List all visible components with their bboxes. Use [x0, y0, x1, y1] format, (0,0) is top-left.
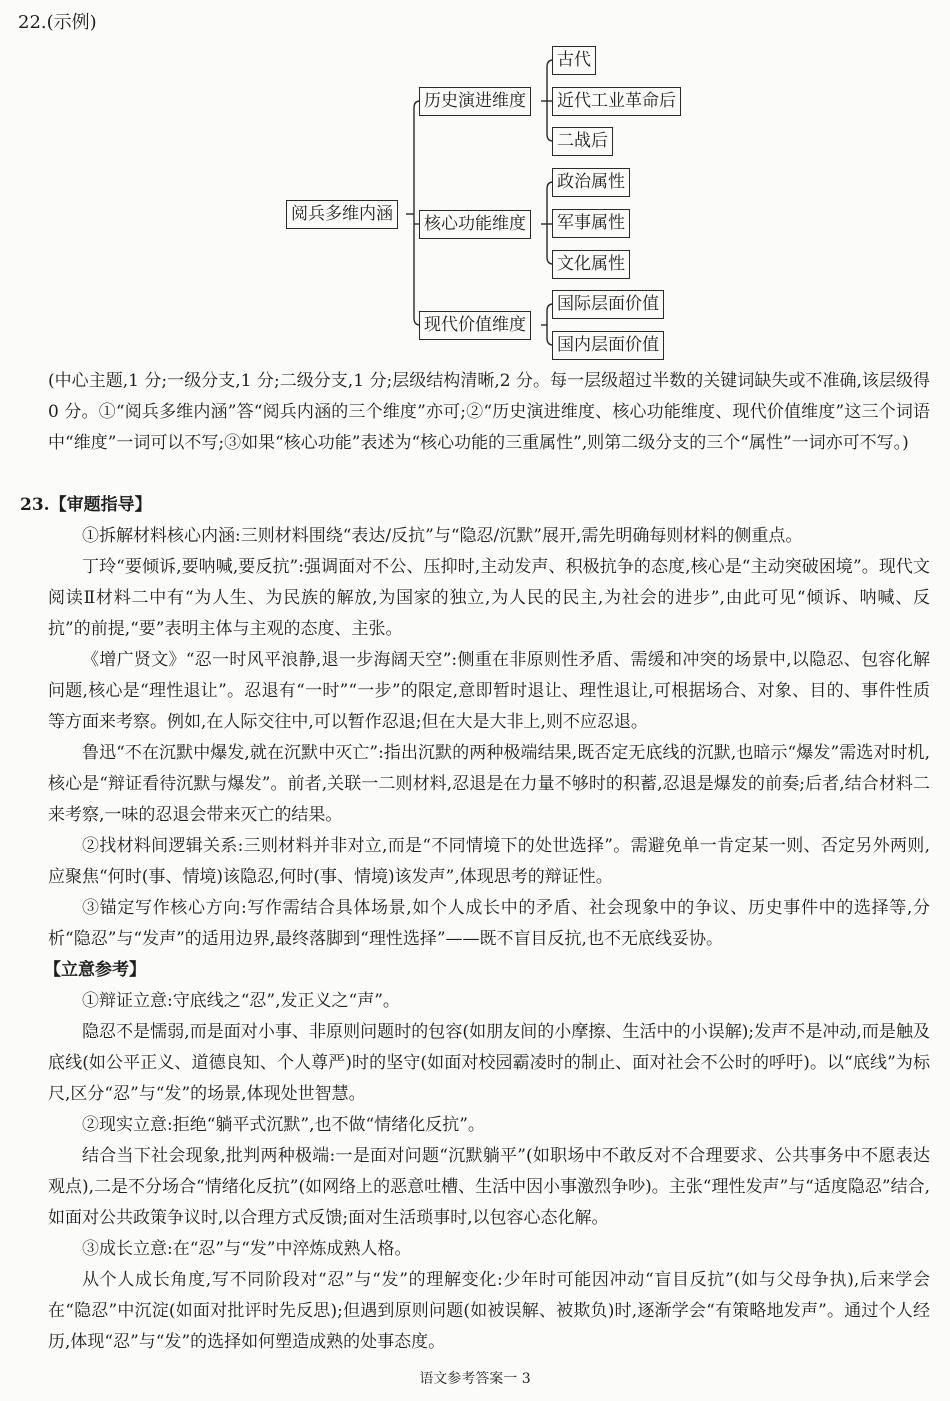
- heading-reference: 【立意参考】: [44, 960, 146, 980]
- question-23-header: [20, 490, 152, 521]
- branch-value: 现代价值维度: [419, 311, 531, 340]
- leaf-industrial: 近代工业革命后: [552, 87, 681, 116]
- leaf-international: 国际层面价值: [552, 290, 664, 319]
- paragraph-6: ③锚定写作核心方向:写作需结合具体场景,如个人成长中的矛盾、社会现象中的争议、历史事件中的选择等,分析“隐忍”与“发声”的适用边界,最终落脚到“理性选择”——既不盲目反抗,也不无底线妥协。: [48, 898, 930, 949]
- paragraph-3: 《增广贤文》“忍一时风平浪静,退一步海阔天空”:侧重在非原则性矛盾、需缓和冲突的场景中,以隐忍、包容化解问题,核心是“理性退让”。忍退有“一时”“一步”的限定,意即暂时退让、理性退让,可根据场合、对象、目的、事件性质等方面来考察。例如,在人际交往中,可以暂作忍退;但在大是大非上,则不应忍退。: [48, 650, 930, 732]
- leaf-political: 政治属性: [552, 168, 630, 197]
- paragraph-2: 丁玲“要倾诉,要呐喊,要反抗”:强调面对不公、压抑时,主动发声、积极抗争的态度,核心是“主动突破困境”。现代文阅读Ⅱ材料二中有“为人生、为民族的解放,为国家的独立,为人民的民主,为社会的进步”,由此可见“倾诉、呐喊、反抗”的前提,“要”表明主体与主观的态度、主张。: [48, 557, 930, 639]
- leaf-postwar: 二战后: [552, 127, 613, 156]
- leaf-domestic: 国内层面价值: [552, 331, 664, 360]
- q22-scoring-note: [48, 366, 930, 459]
- paragraph-8: 隐忍不是懦弱,而是面对小事、非原则问题时的包容(如朋友间的小摩擦、生活中的小误解);发声不是冲动,而是触及底线(如公平正义、道德良知、个人尊严)时的坚守(如面对校园霸凌时的制止、面对社会不公时的呼吁)。以“底线”为标尺,区分“忍”与“发”的场景,体现处世智慧。: [48, 1022, 930, 1104]
- leaf-cultural: 文化属性: [552, 250, 630, 279]
- scoring-note-text: (中心主题,1 分;一级分支,1 分;二级分支,1 分;层级结构清晰,2 分。每一层级超过半数的关键词缺失或不准确,该层级得 0 分。①“阅兵多维内涵”答“阅兵内涵的三个维度”亦可;②“历史演进维度、核心功能维度、现代价值维度”这三个词语中“维度”一词可以不写;③如果“核心功能”表述为“核心功能的三重属性”,则第二级分支的三个“属性”一词亦可不写。): [48, 371, 930, 453]
- paragraph-12: 从个人成长角度,写不同阶段对“忍”与“发”的理解变化:少年时可能因冲动“盲目反抗”(如与父母争执),后来学会在“隐忍”中沉淀(如面对批评时先反思);但遇到原则问题(如被误解、被欺负)时,逐渐学会“有策略地发声”。通过个人经历,体现“忍”与“发”的选择如何塑造成熟的处事态度。: [48, 1270, 930, 1352]
- leaf-ancient: 古代: [552, 46, 596, 75]
- paragraph-10: 结合当下社会现象,批判两种极端:一是面对问题“沉默躺平”(如职场中不敢反对不合理要求、公共事务中不愿表达观点),二是不分场合“情绪化反抗”(如网络上的恶意吐槽、生活中因小事激烈争吵)。主张“理性发声”与“适度隐忍”结合,如面对公共政策争议时,以合理方式反馈;面对生活琐事时,以包容心态化解。: [48, 1146, 930, 1228]
- question-23-label: 23.: [20, 495, 50, 515]
- paragraph-7: ①辩证立意:守底线之“忍”,发正义之“声”。: [82, 991, 400, 1011]
- paragraph-9: ②现实立意:拒绝“躺平式沉默”,也不做“情绪化反抗”。: [82, 1115, 485, 1135]
- paragraph-4: 鲁迅“不在沉默中爆发,就在沉默中灭亡”:指出沉默的两种极端结果,既否定无底线的沉默,也暗示“爆发”需选对时机,核心是“辩证看待沉默与爆发”。前者,关联一二则材料,忍退是在力量不够时的积蓄,忍退是爆发的前奏;后者,结合材料二来考察,一味的忍退会带来灭亡的结果。: [48, 743, 930, 825]
- heading-guidance: 【审题指导】: [49, 495, 152, 515]
- paragraph-11: ③成长立意:在“忍”与“发”中淬炼成熟人格。: [82, 1239, 412, 1259]
- paragraph-1: ①拆解材料核心内涵:三则材料围绕“表达/反抗”与“隐忍/沉默”展开,需先明确每则材料的侧重点。: [82, 526, 803, 546]
- leaf-military: 军事属性: [552, 209, 630, 238]
- paragraph-5: ②找材料间逻辑关系:三则材料并非对立,而是“不同情境下的处世选择”。需避免单一肯定某一则、否定另外两则,应聚焦“何时(事、情境)该隐忍,何时(事、情境)该发声”,体现思考的辩证性。: [48, 836, 930, 887]
- branch-history: 历史演进维度: [419, 87, 531, 116]
- branch-function: 核心功能维度: [419, 210, 531, 239]
- q23-reference-section: [44, 955, 930, 1358]
- question-22-label: 22.(示例): [18, 12, 97, 33]
- q23-guidance-section: [48, 521, 930, 955]
- mindmap-root: 阅兵多维内涵: [286, 200, 398, 229]
- page-footer: 语文参考答案一 3: [419, 1371, 531, 1387]
